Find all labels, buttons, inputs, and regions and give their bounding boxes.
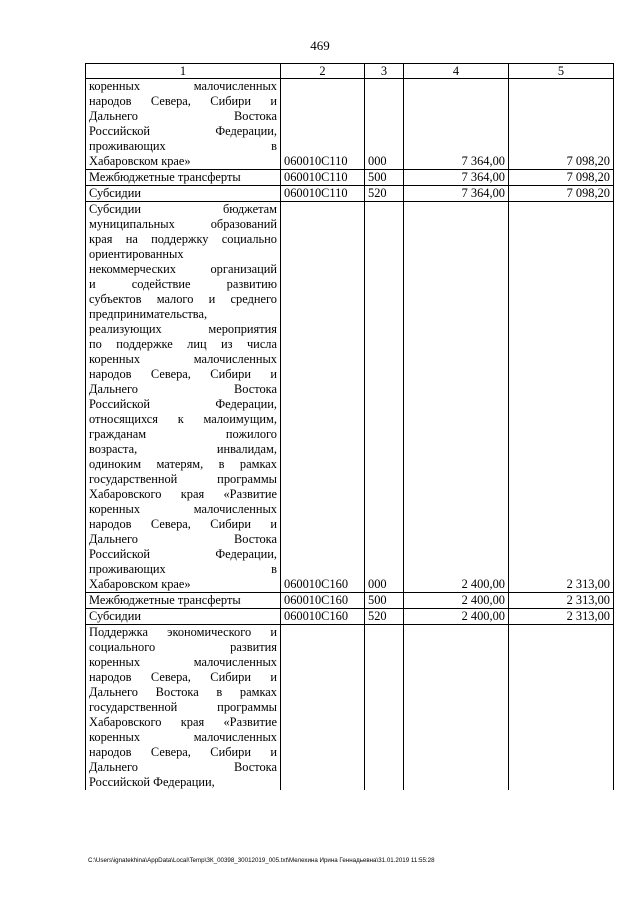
description-line: гражданам пожилого xyxy=(89,427,277,441)
row-description xyxy=(86,186,281,202)
row-value-actual xyxy=(509,625,614,791)
row-description xyxy=(86,609,281,625)
row-description xyxy=(86,593,281,609)
description-line: государственной программы xyxy=(89,700,277,714)
row-value-plan xyxy=(404,625,509,791)
description-line: ориентированных xyxy=(89,247,184,261)
description-line: Субсидии xyxy=(89,186,141,200)
row-type: 500 xyxy=(365,593,404,609)
column-header: 4 xyxy=(404,64,509,79)
row-description xyxy=(86,79,281,170)
row-value-plan: 2 400,00 xyxy=(404,202,509,593)
row-value-actual: 2 313,00 xyxy=(509,609,614,625)
description-line: Межбюджетные трансферты xyxy=(89,170,241,184)
description-line: народов Севера, Сибири и xyxy=(89,745,277,759)
table-row xyxy=(86,593,614,609)
description-line: коренных малочисленных xyxy=(89,730,277,744)
description-line: края на поддержку социально xyxy=(89,232,277,246)
description-line: субъектов малого и среднего xyxy=(89,292,277,306)
row-type: 520 xyxy=(365,609,404,625)
description-line: Российской Федерации, xyxy=(89,397,277,411)
row-code: 060010С110 xyxy=(281,79,365,170)
description-line: проживающих в xyxy=(89,139,277,153)
row-description xyxy=(86,170,281,186)
column-header: 1 xyxy=(86,64,281,79)
page-number: 469 xyxy=(310,38,330,53)
table-header-row xyxy=(86,64,614,79)
table-row xyxy=(86,609,614,625)
row-code: 060010С110 xyxy=(281,170,365,186)
description-line: социального развития xyxy=(89,640,277,654)
description-line: государственной программы xyxy=(89,472,277,486)
description-line: коренных малочисленных xyxy=(89,352,277,366)
description-line: муниципальных образований xyxy=(89,217,277,231)
description-line: Российской Федерации, xyxy=(89,124,277,138)
row-code xyxy=(281,625,365,791)
row-type xyxy=(365,625,404,791)
description-line: возраста, инвалидам, xyxy=(89,442,277,456)
table-row xyxy=(86,186,614,202)
description-line: народов Севера, Сибири и xyxy=(89,367,277,381)
row-value-actual: 2 313,00 xyxy=(509,593,614,609)
table-row xyxy=(86,202,614,593)
file-path-footer: C:\Users\ignatekhina\AppData\Local\Temp\ЗК_00398_30012019_005.txt\Мелехина Ирина Геннадьевна\31.01.2019 11:55:28 xyxy=(88,857,435,864)
description-line: предпринимательства, xyxy=(89,307,208,321)
description-line: Хабаровском крае» xyxy=(89,577,191,591)
budget-table xyxy=(85,63,614,790)
column-header: 2 xyxy=(281,64,365,79)
column-header: 3 xyxy=(365,64,404,79)
table-row xyxy=(86,79,614,170)
description-line: относящихся к малоимущим, xyxy=(89,412,277,426)
description-line: народов Севера, Сибири и xyxy=(89,517,277,531)
description-line: Дальнего Востока xyxy=(89,109,277,123)
description-line: Хабаровского края «Развитие xyxy=(89,715,277,729)
description-line: реализующих мероприятия xyxy=(89,322,277,336)
row-type: 520 xyxy=(365,186,404,202)
description-line: Дальнего Востока в рамках xyxy=(89,685,277,699)
table-row xyxy=(86,170,614,186)
description-line: Субсидии xyxy=(89,609,141,623)
row-description xyxy=(86,625,281,791)
description-line: Российской Федерации, xyxy=(89,775,215,789)
column-header: 5 xyxy=(509,64,614,79)
description-line: по поддержке лиц из числа xyxy=(89,337,277,351)
row-type: 500 xyxy=(365,170,404,186)
description-line: Межбюджетные трансферты xyxy=(89,593,241,607)
description-line: одиноким матерям, в рамках xyxy=(89,457,277,471)
description-line: Дальнего Востока xyxy=(89,382,277,396)
row-value-actual: 7 098,20 xyxy=(509,170,614,186)
description-line: коренных малочисленных xyxy=(89,655,277,669)
row-value-plan: 2 400,00 xyxy=(404,593,509,609)
row-code: 060010С160 xyxy=(281,593,365,609)
row-type: 000 xyxy=(365,79,404,170)
description-line: некоммерческих организаций xyxy=(89,262,277,276)
row-value-actual: 2 313,00 xyxy=(509,202,614,593)
description-line: Субсидии бюджетам xyxy=(89,202,277,216)
row-value-plan: 7 364,00 xyxy=(404,186,509,202)
description-line: Дальнего Востока xyxy=(89,760,277,774)
description-line: Поддержка экономического и xyxy=(89,625,277,639)
row-code: 060010С110 xyxy=(281,186,365,202)
description-line: Хабаровском крае» xyxy=(89,154,191,168)
description-line: Хабаровского края «Развитие xyxy=(89,487,277,501)
description-line: Дальнего Востока xyxy=(89,532,277,546)
row-code: 060010С160 xyxy=(281,609,365,625)
row-value-actual: 7 098,20 xyxy=(509,79,614,170)
row-type: 000 xyxy=(365,202,404,593)
description-line: народов Севера, Сибири и xyxy=(89,670,277,684)
row-value-plan: 7 364,00 xyxy=(404,79,509,170)
budget-table-body xyxy=(86,64,614,791)
description-line: коренных малочисленных xyxy=(89,502,277,516)
description-line: коренных малочисленных xyxy=(89,79,277,93)
description-line: проживающих в xyxy=(89,562,277,576)
description-line: народов Севера, Сибири и xyxy=(89,94,277,108)
table-row xyxy=(86,625,614,791)
row-code: 060010С160 xyxy=(281,202,365,593)
description-line: Российской Федерации, xyxy=(89,547,277,561)
row-description xyxy=(86,202,281,593)
row-value-plan: 2 400,00 xyxy=(404,609,509,625)
description-line: и содействие развитию xyxy=(89,277,277,291)
row-value-plan: 7 364,00 xyxy=(404,170,509,186)
row-value-actual: 7 098,20 xyxy=(509,186,614,202)
